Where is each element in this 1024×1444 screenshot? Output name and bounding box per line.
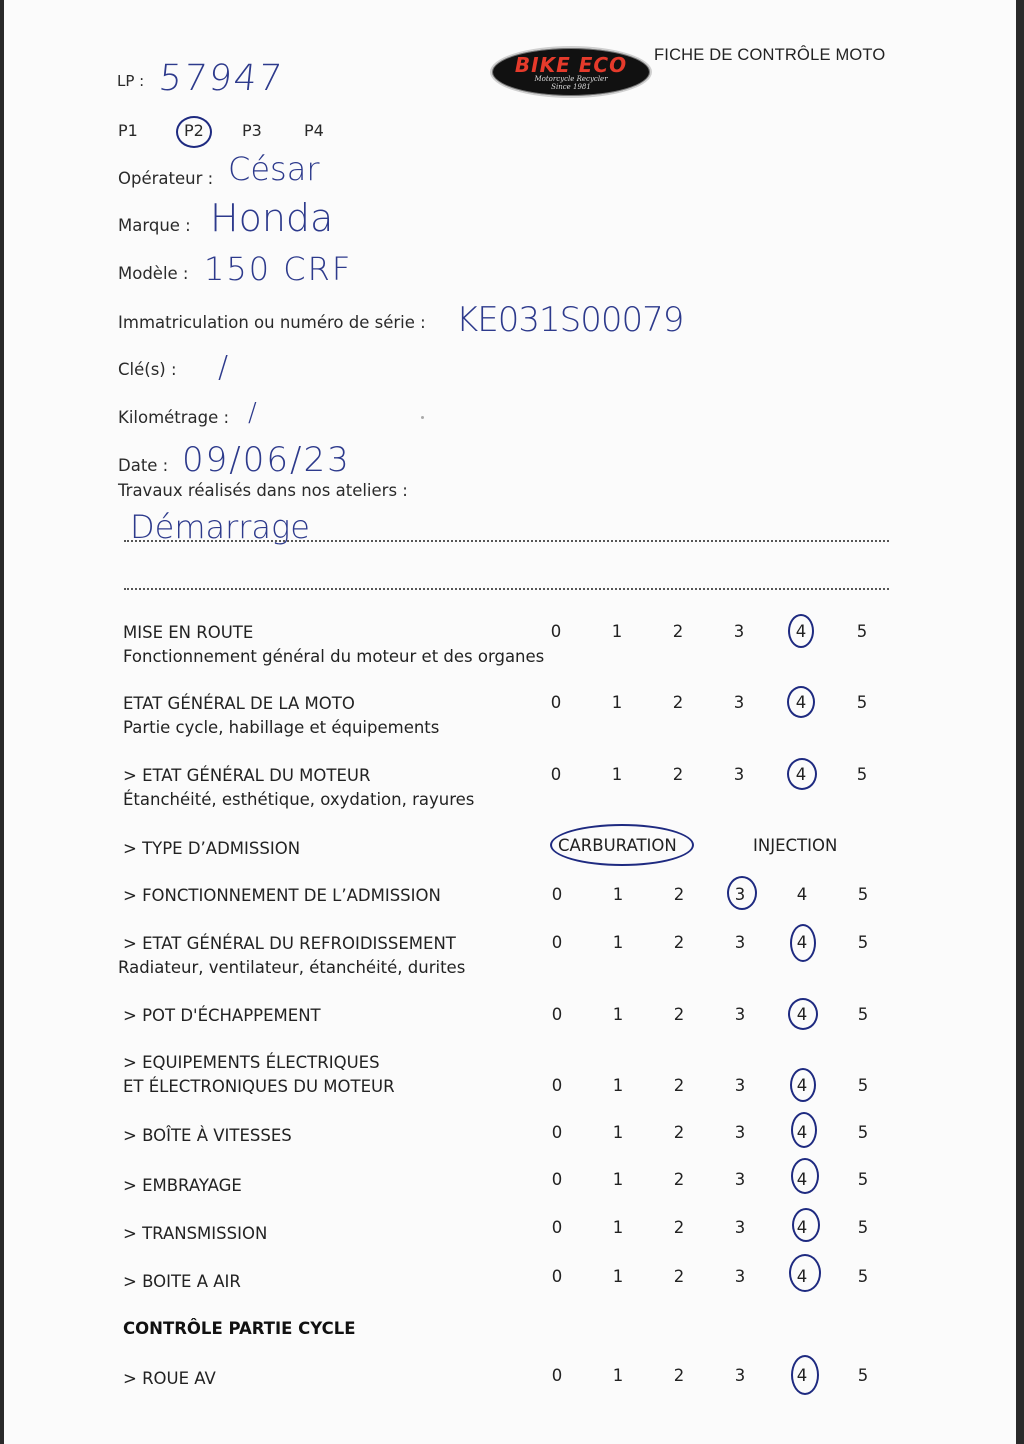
score-5: 5 bbox=[856, 622, 868, 641]
operateur-label: Opérateur : bbox=[118, 169, 214, 188]
score-selected-circle bbox=[792, 1208, 820, 1242]
score-3: 3 bbox=[734, 885, 746, 904]
immatriculation-value: KE031S00079 bbox=[456, 300, 684, 340]
row-subtitle: Étanchéité, esthétique, oxydation, rayures bbox=[123, 790, 475, 809]
score-2: 2 bbox=[673, 1366, 685, 1385]
logo-since-text: Since 1981 bbox=[551, 83, 591, 91]
score-selected-circle bbox=[727, 876, 757, 910]
bike-eco-logo bbox=[490, 46, 652, 98]
score-0: 0 bbox=[551, 1170, 563, 1189]
score-5: 5 bbox=[856, 765, 868, 784]
score-3: 3 bbox=[733, 765, 745, 784]
score-2: 2 bbox=[673, 1076, 685, 1095]
lp-label: LP : bbox=[117, 72, 145, 90]
score-selected-circle bbox=[789, 1254, 821, 1292]
cles-label: Clé(s) : bbox=[118, 360, 177, 379]
score-3: 3 bbox=[734, 1366, 746, 1385]
score-3: 3 bbox=[734, 1123, 746, 1142]
score-0: 0 bbox=[550, 622, 562, 641]
logo-brand: BIKE ECO bbox=[514, 53, 628, 77]
score-2: 2 bbox=[673, 1170, 685, 1189]
score-2: 2 bbox=[673, 1005, 685, 1024]
score-1: 1 bbox=[612, 1218, 624, 1237]
score-0: 0 bbox=[551, 1076, 563, 1095]
marque-value: Honda bbox=[210, 196, 334, 240]
score-5: 5 bbox=[857, 933, 869, 952]
modele-value: 150 CRF bbox=[204, 250, 353, 288]
score-1: 1 bbox=[612, 885, 624, 904]
score-1: 1 bbox=[611, 765, 623, 784]
option-selected-circle bbox=[550, 824, 694, 866]
score-1: 1 bbox=[612, 933, 624, 952]
position-p4: P4 bbox=[304, 121, 324, 140]
position-p3: P3 bbox=[242, 121, 262, 140]
row-title: > FONCTIONNEMENT DE L’ADMISSION bbox=[123, 886, 441, 905]
logo-tagline-text: Motorcycle Recycler bbox=[534, 75, 608, 83]
position-p1: P1 bbox=[118, 121, 138, 140]
score-1: 1 bbox=[611, 622, 623, 641]
score-0: 0 bbox=[551, 1267, 563, 1286]
option-injection: INJECTION bbox=[753, 836, 838, 855]
score-4: 4 bbox=[796, 1366, 808, 1385]
marque-label: Marque : bbox=[118, 216, 191, 235]
date-label: Date : bbox=[118, 456, 169, 475]
score-4: 4 bbox=[795, 693, 807, 712]
score-4: 4 bbox=[796, 1123, 808, 1142]
score-0: 0 bbox=[551, 933, 563, 952]
row-title: ETAT GÉNÉRAL DE LA MOTO bbox=[123, 694, 355, 713]
row-title: > TRANSMISSION bbox=[123, 1224, 268, 1243]
score-4: 4 bbox=[796, 933, 808, 952]
score-5: 5 bbox=[857, 1005, 869, 1024]
score-3: 3 bbox=[733, 693, 745, 712]
score-4: 4 bbox=[796, 885, 808, 904]
score-4: 4 bbox=[795, 622, 807, 641]
score-2: 2 bbox=[673, 1267, 685, 1286]
score-0: 0 bbox=[551, 885, 563, 904]
score-3: 3 bbox=[734, 1005, 746, 1024]
score-selected-circle bbox=[790, 924, 816, 962]
travaux-line-1 bbox=[124, 540, 889, 542]
form-sheet bbox=[4, 0, 1016, 1444]
score-5: 5 bbox=[857, 1170, 869, 1189]
score-2: 2 bbox=[672, 693, 684, 712]
score-0: 0 bbox=[550, 765, 562, 784]
paper-speck bbox=[421, 416, 424, 419]
row-title: > ETAT GÉNÉRAL DU REFROIDISSEMENT bbox=[123, 934, 456, 953]
score-1: 1 bbox=[612, 1076, 624, 1095]
row-title: > EQUIPEMENTS ÉLECTRIQUES bbox=[123, 1053, 380, 1072]
score-1: 1 bbox=[611, 693, 623, 712]
row-title: > BOÎTE À VITESSES bbox=[123, 1126, 292, 1145]
score-2: 2 bbox=[673, 1123, 685, 1142]
row-title: > POT D'ÉCHAPPEMENT bbox=[123, 1006, 321, 1025]
option-carburation: CARBURATION bbox=[558, 836, 677, 855]
score-2: 2 bbox=[673, 933, 685, 952]
score-selected-circle bbox=[787, 686, 815, 718]
score-selected-circle bbox=[788, 614, 814, 648]
kilometrage-label: Kilométrage : bbox=[118, 408, 230, 427]
score-1: 1 bbox=[612, 1267, 624, 1286]
score-3: 3 bbox=[734, 1170, 746, 1189]
score-5: 5 bbox=[857, 1076, 869, 1095]
section-heading-partie-cycle: CONTRÔLE PARTIE CYCLE bbox=[123, 1319, 356, 1338]
row-title: > TYPE D’ADMISSION bbox=[123, 839, 301, 858]
score-1: 1 bbox=[612, 1005, 624, 1024]
logo-tagline bbox=[492, 75, 650, 91]
score-4: 4 bbox=[796, 1076, 808, 1095]
score-0: 0 bbox=[550, 693, 562, 712]
kilometrage-value: / bbox=[248, 398, 257, 428]
score-selected-circle bbox=[788, 998, 818, 1030]
score-selected-circle bbox=[791, 1355, 819, 1395]
score-selected-circle bbox=[790, 1068, 816, 1102]
immatriculation-label: Immatriculation ou numéro de série : bbox=[118, 313, 426, 332]
row-subtitle: ET ÉLECTRONIQUES DU MOTEUR bbox=[123, 1077, 395, 1096]
modele-label: Modèle : bbox=[118, 264, 189, 283]
score-4: 4 bbox=[796, 1005, 808, 1024]
score-4: 4 bbox=[796, 1267, 808, 1286]
score-0: 0 bbox=[551, 1366, 563, 1385]
score-5: 5 bbox=[856, 693, 868, 712]
score-4: 4 bbox=[795, 765, 807, 784]
score-3: 3 bbox=[733, 622, 745, 641]
score-0: 0 bbox=[551, 1005, 563, 1024]
travaux-line-2 bbox=[124, 588, 889, 590]
score-3: 3 bbox=[734, 1267, 746, 1286]
travaux-label: Travaux réalisés dans nos ateliers : bbox=[118, 481, 408, 500]
score-selected-circle bbox=[791, 1158, 819, 1194]
date-value: 09/06/23 bbox=[182, 440, 351, 480]
document-title: FICHE DE CONTRÔLE MOTO bbox=[654, 46, 886, 64]
score-5: 5 bbox=[857, 1366, 869, 1385]
score-0: 0 bbox=[551, 1218, 563, 1237]
row-title: > ETAT GÉNÉRAL DU MOTEUR bbox=[123, 766, 371, 785]
score-5: 5 bbox=[857, 885, 869, 904]
score-2: 2 bbox=[673, 885, 685, 904]
lp-value: 57947 bbox=[156, 58, 286, 99]
row-title: > BOITE A AIR bbox=[123, 1272, 241, 1291]
score-1: 1 bbox=[612, 1123, 624, 1142]
score-selected-circle bbox=[791, 1112, 817, 1148]
row-subtitle: Radiateur, ventilateur, étanchéité, durites bbox=[118, 958, 466, 977]
score-selected-circle bbox=[787, 758, 817, 790]
score-5: 5 bbox=[857, 1123, 869, 1142]
score-3: 3 bbox=[734, 1076, 746, 1095]
score-5: 5 bbox=[857, 1267, 869, 1286]
score-1: 1 bbox=[612, 1366, 624, 1385]
score-2: 2 bbox=[672, 765, 684, 784]
position-p2: P2 bbox=[184, 121, 204, 140]
cles-value: / bbox=[218, 350, 229, 385]
row-subtitle: Partie cycle, habillage et équipements bbox=[123, 718, 440, 737]
score-3: 3 bbox=[734, 933, 746, 952]
position-selected-circle bbox=[176, 116, 212, 148]
score-3: 3 bbox=[734, 1218, 746, 1237]
score-4: 4 bbox=[796, 1218, 808, 1237]
score-2: 2 bbox=[673, 1218, 685, 1237]
row-title: > ROUE AV bbox=[123, 1369, 216, 1388]
row-subtitle: Fonctionnement général du moteur et des organes bbox=[123, 647, 545, 666]
travaux-value: Démarrage bbox=[130, 508, 310, 546]
score-0: 0 bbox=[551, 1123, 563, 1142]
operateur-value: César bbox=[228, 150, 320, 188]
row-title: MISE EN ROUTE bbox=[123, 623, 254, 642]
score-4: 4 bbox=[796, 1170, 808, 1189]
score-1: 1 bbox=[612, 1170, 624, 1189]
score-5: 5 bbox=[857, 1218, 869, 1237]
score-2: 2 bbox=[672, 622, 684, 641]
row-title: > EMBRAYAGE bbox=[123, 1176, 242, 1195]
